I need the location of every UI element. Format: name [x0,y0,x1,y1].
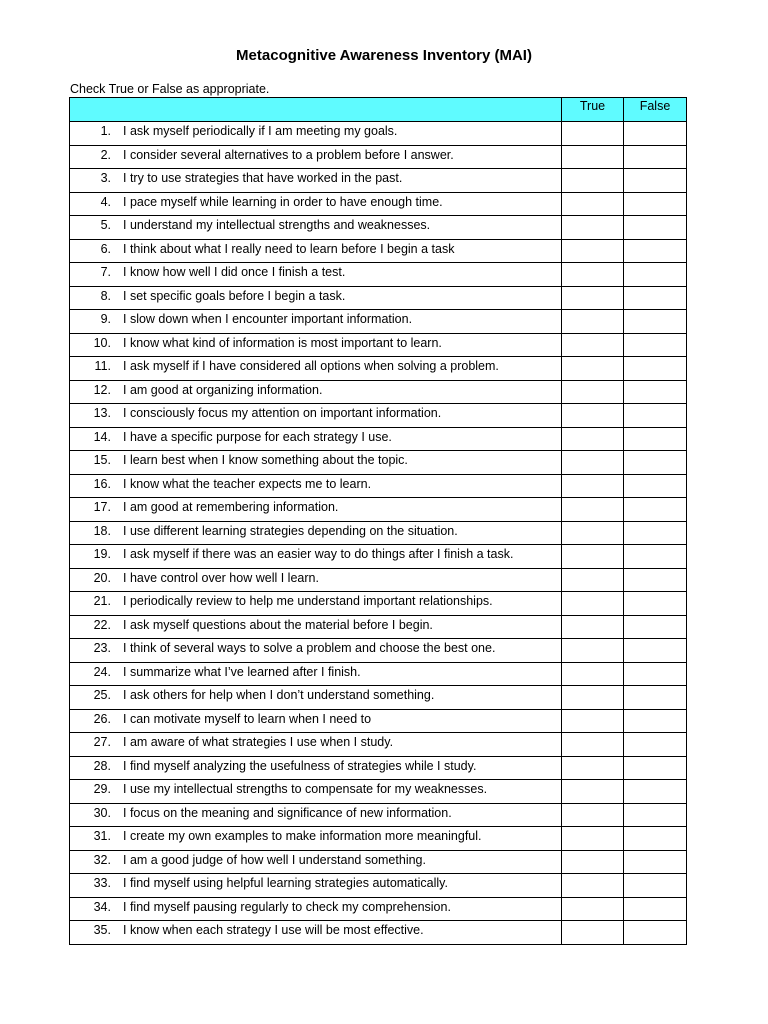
item-cell [70,592,562,616]
true-checkbox-cell[interactable] [562,592,624,616]
header-item-cell [70,98,562,122]
false-checkbox-cell[interactable] [624,498,687,522]
false-checkbox-cell[interactable] [624,239,687,263]
item-cell [70,662,562,686]
table-row [70,733,687,757]
item-cell [70,686,562,710]
item-cell [70,192,562,216]
false-checkbox-cell[interactable] [624,568,687,592]
item-cell [70,333,562,357]
table-row [70,592,687,616]
false-checkbox-cell[interactable] [624,216,687,240]
false-checkbox-cell[interactable] [624,827,687,851]
item-number: 33. [93,876,111,890]
item-statement: I think of several ways to solve a problem and choose the best one. [123,641,496,655]
true-checkbox-cell[interactable] [562,286,624,310]
item-cell [70,921,562,945]
false-checkbox-cell[interactable] [624,874,687,898]
item-number: 35. [93,923,111,937]
item-number: 18. [93,523,111,538]
item-number: 25. [93,688,111,702]
false-checkbox-cell[interactable] [624,545,687,569]
item-cell [70,850,562,874]
item-statement: I understand my intellectual strengths and weaknesses. [123,218,431,232]
item-cell [70,404,562,428]
item-statement: I have a specific purpose for each strategy I use. [123,429,392,444]
true-checkbox-cell[interactable] [562,662,624,686]
true-checkbox-cell[interactable] [562,568,624,592]
true-checkbox-cell[interactable] [562,427,624,451]
item-cell [70,286,562,310]
header-false: False [624,98,687,122]
table-row [70,545,687,569]
item-cell [70,239,562,263]
item-statement: I think about what I really need to learn before I begin a task [123,241,455,256]
item-statement: I focus on the meaning and significance of new information. [123,805,452,820]
item-cell [70,498,562,522]
table-row [70,404,687,428]
item-statement: I try to use strategies that have worked in the past. [123,171,403,185]
true-checkbox-cell[interactable] [562,145,624,169]
table-row [70,615,687,639]
inventory-table [69,97,687,945]
table-header [70,98,687,122]
table-row [70,169,687,193]
item-statement: I learn best when I know something about the topic. [123,453,408,467]
item-number: 14. [93,429,111,444]
item-statement: I can motivate myself to learn when I need to [123,711,372,726]
item-statement: I pace myself while learning in order to have enough time. [123,194,443,209]
table-row [70,310,687,334]
item-statement: I am good at organizing information. [123,382,323,397]
false-checkbox-cell[interactable] [624,686,687,710]
item-number: 22. [93,617,111,632]
item-number: 23. [93,641,111,655]
item-statement: I consider several alternatives to a problem before I answer. [123,147,454,162]
item-statement: I consciously focus my attention on important information. [123,406,442,420]
false-checkbox-cell[interactable] [624,404,687,428]
item-statement: I use my intellectual strengths to compensate for my weaknesses. [123,782,488,796]
item-statement: I ask myself periodically if I am meeting my goals. [123,124,398,138]
item-number: 27. [93,735,111,749]
item-number: 13. [93,406,111,420]
item-statement: I know when each strategy I use will be most effective. [123,923,424,937]
true-checkbox-cell[interactable] [562,850,624,874]
item-number: 30. [93,805,111,820]
false-checkbox-cell[interactable] [624,451,687,475]
false-checkbox-cell[interactable] [624,192,687,216]
false-checkbox-cell[interactable] [624,521,687,545]
true-checkbox-cell[interactable] [562,615,624,639]
item-cell [70,897,562,921]
table-row [70,333,687,357]
false-checkbox-cell[interactable] [624,333,687,357]
item-statement: I use different learning strategies depending on the situation. [123,523,458,538]
item-cell [70,474,562,498]
false-checkbox-cell[interactable] [624,145,687,169]
item-statement: I know what kind of information is most important to learn. [123,335,442,350]
true-checkbox-cell[interactable] [562,921,624,945]
false-checkbox-cell[interactable] [624,357,687,381]
true-checkbox-cell[interactable] [562,169,624,193]
table-row [70,568,687,592]
page-title: Metacognitive Awareness Inventory (MAI) [236,47,532,64]
item-number: 15. [93,453,111,467]
table-row [70,474,687,498]
item-cell [70,615,562,639]
header-true: True [562,98,624,122]
table-row [70,756,687,780]
item-cell [70,756,562,780]
item-number: 21. [93,594,111,608]
table-row [70,216,687,240]
true-checkbox-cell[interactable] [562,874,624,898]
false-checkbox-cell[interactable] [624,733,687,757]
item-cell [70,545,562,569]
item-statement: I summarize what I’ve learned after I finish. [123,664,361,679]
false-checkbox-cell[interactable] [624,474,687,498]
true-checkbox-cell[interactable] [562,263,624,287]
true-checkbox-cell[interactable] [562,498,624,522]
item-cell [70,874,562,898]
table-row [70,286,687,310]
item-statement: I am a good judge of how well I understand something. [123,852,426,867]
item-cell [70,263,562,287]
header-row [70,98,687,122]
table-row [70,709,687,733]
true-checkbox-cell[interactable] [562,333,624,357]
item-number: 1. [100,124,111,138]
false-checkbox-cell[interactable] [624,897,687,921]
false-checkbox-cell[interactable] [624,780,687,804]
table-row [70,874,687,898]
item-cell [70,568,562,592]
item-number: 10. [93,335,111,350]
table-row [70,686,687,710]
table-row [70,145,687,169]
item-number: 28. [93,758,111,773]
true-checkbox-cell[interactable] [562,122,624,146]
item-number: 32. [93,852,111,867]
false-checkbox-cell[interactable] [624,921,687,945]
true-checkbox-cell[interactable] [562,756,624,780]
table-body [70,122,687,945]
table-row [70,498,687,522]
item-cell [70,639,562,663]
item-number: 29. [93,782,111,796]
item-statement: I ask myself if there was an easier way to do things after I finish a task. [123,547,514,561]
item-number: 31. [93,829,111,843]
item-number: 5. [100,218,111,232]
true-checkbox-cell[interactable] [562,380,624,404]
false-checkbox-cell[interactable] [624,427,687,451]
item-number: 34. [93,899,111,914]
item-cell [70,380,562,404]
item-statement: I find myself analyzing the usefulness of strategies while I study. [123,758,477,773]
item-cell [70,357,562,381]
true-checkbox-cell[interactable] [562,239,624,263]
item-number: 4. [100,194,111,209]
false-checkbox-cell[interactable] [624,169,687,193]
false-checkbox-cell[interactable] [624,380,687,404]
true-checkbox-cell[interactable] [562,521,624,545]
item-cell [70,827,562,851]
table-row [70,521,687,545]
item-cell [70,310,562,334]
true-checkbox-cell[interactable] [562,827,624,851]
item-statement: I slow down when I encounter important information. [123,312,413,326]
item-number: 16. [93,476,111,491]
item-statement: I find myself pausing regularly to check my comprehension. [123,899,451,914]
item-cell [70,427,562,451]
item-statement: I create my own examples to make information more meaningful. [123,829,482,843]
item-number: 24. [93,664,111,679]
false-checkbox-cell[interactable] [624,615,687,639]
table-row [70,662,687,686]
table-row [70,850,687,874]
item-statement: I ask myself questions about the material before I begin. [123,617,433,632]
true-checkbox-cell[interactable] [562,451,624,475]
table-row [70,921,687,945]
item-cell [70,780,562,804]
true-checkbox-cell[interactable] [562,474,624,498]
true-checkbox-cell[interactable] [562,404,624,428]
item-number: 6. [100,241,111,256]
item-cell [70,733,562,757]
table-row [70,380,687,404]
false-checkbox-cell[interactable] [624,263,687,287]
item-cell [70,216,562,240]
table-row [70,192,687,216]
true-checkbox-cell[interactable] [562,357,624,381]
false-checkbox-cell[interactable] [624,286,687,310]
table-row [70,239,687,263]
false-checkbox-cell[interactable] [624,803,687,827]
item-number: 3. [100,171,111,185]
true-checkbox-cell[interactable] [562,733,624,757]
true-checkbox-cell[interactable] [562,545,624,569]
false-checkbox-cell[interactable] [624,639,687,663]
item-cell [70,803,562,827]
item-statement: I periodically review to help me understand important relationships. [123,594,493,608]
true-checkbox-cell[interactable] [562,216,624,240]
true-checkbox-cell[interactable] [562,709,624,733]
item-number: 7. [100,265,111,279]
item-number: 9. [100,312,111,326]
false-checkbox-cell[interactable] [624,850,687,874]
false-checkbox-cell[interactable] [624,122,687,146]
false-checkbox-cell[interactable] [624,592,687,616]
true-checkbox-cell[interactable] [562,803,624,827]
table-row [70,263,687,287]
table-row [70,427,687,451]
table-row [70,357,687,381]
table-row [70,897,687,921]
true-checkbox-cell[interactable] [562,897,624,921]
item-cell [70,145,562,169]
item-statement: I am aware of what strategies I use when I study. [123,735,394,749]
item-statement: I know what the teacher expects me to learn. [123,476,372,491]
true-checkbox-cell[interactable] [562,780,624,804]
table-row [70,122,687,146]
item-cell [70,709,562,733]
item-cell [70,122,562,146]
true-checkbox-cell[interactable] [562,310,624,334]
false-checkbox-cell[interactable] [624,662,687,686]
item-statement: I have control over how well I learn. [123,570,319,585]
item-number: 11. [94,359,111,373]
item-cell [70,169,562,193]
false-checkbox-cell[interactable] [624,756,687,780]
item-statement: I am good at remembering information. [123,500,339,514]
item-number: 20. [93,570,111,585]
true-checkbox-cell[interactable] [562,639,624,663]
item-number: 2. [100,147,111,162]
item-statement: I ask others for help when I don’t understand something. [123,688,435,702]
true-checkbox-cell[interactable] [562,686,624,710]
item-statement: I ask myself if I have considered all options when solving a problem. [123,359,499,373]
table-row [70,451,687,475]
false-checkbox-cell[interactable] [624,709,687,733]
true-checkbox-cell[interactable] [562,192,624,216]
table-row [70,639,687,663]
item-number: 26. [93,711,111,726]
item-number: 17. [93,500,111,514]
item-cell [70,451,562,475]
table-row [70,827,687,851]
item-statement: I find myself using helpful learning strategies automatically. [123,876,448,890]
table-row [70,803,687,827]
item-number: 8. [100,288,111,303]
item-number: 12. [93,382,111,397]
table-row [70,780,687,804]
false-checkbox-cell[interactable] [624,310,687,334]
instructions-text: Check True or False as appropriate. [70,82,270,96]
item-statement: I set specific goals before I begin a task. [123,288,346,303]
item-number: 19. [93,547,111,561]
item-statement: I know how well I did once I finish a test. [123,265,346,279]
item-cell [70,521,562,545]
